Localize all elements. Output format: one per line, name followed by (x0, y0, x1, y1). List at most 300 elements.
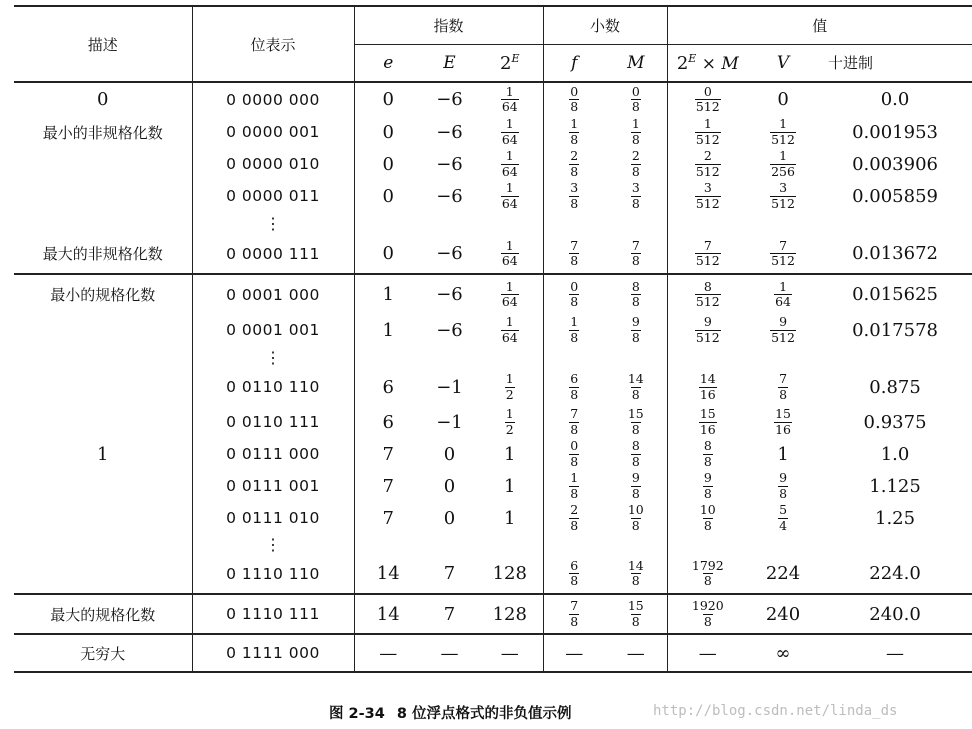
fraction-value (778, 504, 788, 532)
header-2EM-sup: E (688, 51, 697, 65)
fraction-numerator: 9 (779, 314, 788, 329)
ellipsis-cell (605, 534, 667, 554)
fraction-value (695, 182, 721, 210)
header-value: 值 (667, 6, 972, 44)
figure-caption (329, 702, 571, 723)
row-f (543, 502, 605, 534)
header-E: E (443, 52, 456, 73)
header-2E-sup: E (511, 51, 520, 65)
fraction-numerator: 9 (779, 470, 788, 485)
ellipsis-row (14, 346, 972, 368)
ellipsis-cell (667, 346, 748, 368)
fraction-numerator: 1 (570, 116, 579, 131)
row-E: 7 (422, 594, 477, 634)
row-twoEM (667, 554, 748, 594)
fraction-denominator: 8 (631, 131, 640, 147)
ellipsis-cell (477, 534, 543, 554)
fraction-denominator: 512 (695, 99, 720, 114)
row-f: — (543, 634, 605, 672)
row-M (605, 234, 667, 274)
ellipsis-cell (748, 212, 818, 234)
fraction-denominator: 16 (699, 421, 716, 437)
table-row (14, 368, 972, 406)
row-twoEM (667, 274, 748, 314)
row-e: 0 (382, 121, 394, 143)
fraction-numerator: 0 (703, 83, 712, 99)
row-decimal: 224.0 (869, 563, 921, 584)
fraction-value (774, 408, 792, 436)
table-row (14, 274, 972, 314)
ellipsis-cell (354, 534, 422, 554)
table-row (14, 470, 972, 502)
row-E: −6 (436, 243, 463, 264)
row-twoEM (667, 594, 748, 634)
fraction-value (695, 150, 721, 178)
table-row (14, 82, 972, 116)
row-description: 0 (14, 82, 192, 116)
row-e: 6 (382, 376, 394, 398)
fraction-denominator: 512 (771, 195, 795, 211)
row-twoEM (667, 502, 748, 534)
row-M (605, 274, 667, 314)
fraction-numerator: 1 (779, 278, 788, 294)
fraction-numerator: 6 (570, 371, 579, 386)
fraction-numerator: 9 (631, 314, 640, 329)
row-E: 7 (443, 563, 456, 584)
fraction-value (778, 472, 788, 500)
row-twoE (477, 406, 543, 438)
row-M (605, 314, 667, 346)
fraction-numerator: 7 (703, 237, 712, 253)
fraction-numerator: 15 (627, 406, 644, 421)
row-V (748, 314, 818, 346)
row-twoEM (667, 116, 748, 148)
ellipsis-cell (422, 212, 477, 234)
fraction-value (695, 316, 721, 344)
row-V (748, 406, 818, 438)
row-M (605, 82, 667, 116)
header-bits: 位表示 (192, 6, 354, 82)
row-twoE (477, 116, 543, 148)
row-E: −6 (436, 319, 463, 341)
row-V (748, 148, 818, 180)
row-e: 0 (382, 185, 394, 207)
fraction-value (770, 150, 796, 178)
header-2E-base: 2 (500, 52, 512, 74)
fraction-value (627, 504, 645, 532)
fraction-denominator: 512 (695, 163, 720, 179)
fraction-numerator: 8 (631, 438, 640, 453)
row-decimal: — (818, 634, 972, 672)
row-bits: 0 0111 000 (192, 438, 354, 470)
fraction-denominator: 512 (695, 253, 720, 268)
row-e: 6 (382, 411, 394, 433)
row-decimal: 240.0 (818, 594, 972, 634)
row-description: 最大的规格化数 (14, 594, 192, 634)
fraction-denominator: 8 (703, 573, 712, 588)
fraction-numerator: 0 (570, 83, 579, 99)
ellipsis-cell (14, 534, 192, 554)
row-twoE (477, 148, 543, 180)
fraction-value (627, 408, 645, 436)
row-f (543, 82, 605, 116)
row-bits: 0 0001 000 (192, 274, 354, 314)
table-row (14, 438, 972, 470)
fraction-numerator: 7 (570, 237, 579, 253)
row-twoEM (667, 438, 748, 470)
header-2EM-rest: × M (696, 53, 739, 74)
row-f (543, 116, 605, 148)
fraction-value (631, 237, 641, 268)
fraction-denominator: 2 (505, 421, 514, 437)
ellipsis-cell (748, 346, 818, 368)
header-2E-times-M (667, 44, 748, 82)
fraction-numerator: 2 (631, 148, 640, 163)
row-twoE: — (477, 634, 543, 672)
fraction-denominator: 8 (631, 195, 640, 211)
row-f (543, 406, 605, 438)
fraction-denominator: 4 (779, 517, 788, 533)
table-row (14, 406, 972, 438)
row-E: −6 (422, 82, 477, 116)
row-V: ∞ (748, 634, 818, 672)
fraction-numerator: 10 (699, 502, 716, 517)
table-row (14, 502, 972, 534)
vertical-ellipsis: ⋮ (265, 347, 281, 367)
fraction-value (569, 472, 579, 500)
row-description (14, 406, 192, 438)
table-row (14, 594, 972, 634)
row-M (605, 116, 667, 148)
fraction-denominator: 8 (631, 386, 640, 402)
row-E: — (422, 634, 477, 672)
row-V (748, 274, 818, 314)
row-f (543, 314, 605, 346)
fraction-numerator: 1 (505, 83, 514, 99)
ellipsis-cell (477, 346, 543, 368)
row-description (14, 554, 192, 594)
row-E: 0 (443, 443, 456, 465)
row-decimal: 1.0 (880, 443, 910, 465)
row-decimal: 1.125 (869, 475, 921, 497)
row-description (14, 470, 192, 502)
fraction-value (699, 504, 717, 532)
table-body (14, 82, 972, 672)
fraction-denominator: 8 (631, 421, 640, 437)
ellipsis-cell (818, 534, 972, 554)
fraction-denominator: 8 (570, 329, 579, 345)
fraction-numerator: 1 (631, 116, 640, 131)
row-f (543, 148, 605, 180)
fraction-value (631, 472, 641, 500)
fraction-denominator: 8 (570, 99, 579, 114)
fraction-numerator: 7 (631, 237, 640, 253)
fraction-numerator: 14 (699, 371, 716, 386)
row-f (543, 180, 605, 212)
fraction-numerator: 1 (570, 470, 579, 485)
fraction-value (699, 408, 717, 436)
row-V: 1 (777, 443, 789, 465)
row-description: 最小的规格化数 (14, 274, 192, 314)
fraction-numerator: 7 (779, 237, 788, 253)
row-E: 0 (443, 475, 456, 497)
fraction-numerator: 2 (570, 148, 579, 163)
row-twoEM (667, 234, 748, 274)
row-e: 0 (382, 153, 394, 175)
ellipsis-cell (192, 212, 354, 234)
fraction-value (695, 83, 721, 114)
header-V: V (776, 52, 790, 73)
header-row-groups (14, 6, 972, 44)
fraction-value (770, 118, 796, 146)
table-row (14, 554, 972, 594)
header-e: e (383, 52, 394, 73)
row-M (605, 406, 667, 438)
ellipsis-cell (192, 346, 354, 368)
row-twoE: 1 (477, 470, 543, 502)
row-description (14, 314, 192, 346)
fraction-numerator: 14 (627, 557, 644, 573)
row-e: 14 (376, 563, 400, 584)
row-M (605, 368, 667, 406)
fraction-denominator: 8 (631, 613, 640, 629)
fraction-denominator: 8 (570, 294, 579, 309)
fraction-value (631, 182, 641, 210)
fraction-denominator: 8 (570, 421, 579, 437)
fraction-value (627, 557, 645, 588)
fraction-value (770, 237, 796, 268)
row-twoE: 128 (477, 594, 543, 634)
row-decimal: 0.003906 (852, 153, 938, 175)
row-bits: 0 1111 000 (192, 634, 354, 672)
float-values-table (14, 5, 972, 673)
fraction-value (569, 278, 579, 309)
fraction-denominator: 64 (501, 163, 518, 179)
row-E: −6 (436, 121, 463, 143)
fraction-numerator: 2 (703, 148, 712, 163)
row-f (543, 234, 605, 274)
fraction-numerator: 9 (631, 470, 640, 485)
row-f (543, 368, 605, 406)
row-M (605, 180, 667, 212)
fraction-denominator: 512 (771, 131, 795, 147)
row-E: −6 (436, 153, 463, 175)
fraction-value (691, 600, 725, 628)
fraction-value (501, 150, 519, 178)
fraction-numerator: 1920 (691, 598, 724, 613)
fraction-numerator: 1 (505, 406, 514, 421)
ellipsis-cell (354, 346, 422, 368)
ellipsis-cell (818, 346, 972, 368)
table-row (14, 116, 972, 148)
fraction-numerator: 3 (703, 180, 712, 195)
fraction-numerator: 1 (505, 237, 514, 253)
table-row (14, 234, 972, 274)
row-description: 1 (14, 438, 192, 470)
row-bits: 0 0111 010 (192, 502, 354, 534)
fraction-denominator: 64 (501, 195, 518, 211)
fraction-denominator: 8 (703, 453, 712, 469)
row-twoEM: — (667, 634, 748, 672)
fraction-value (569, 83, 579, 114)
row-M (605, 470, 667, 502)
row-M (605, 148, 667, 180)
fraction-value (699, 373, 717, 401)
fraction-numerator: 5 (779, 502, 788, 517)
row-twoE: 1 (477, 502, 543, 534)
fraction-denominator: 64 (501, 329, 518, 345)
fraction-denominator: 8 (631, 329, 640, 345)
fraction-value (569, 373, 579, 401)
fraction-denominator: 512 (771, 329, 795, 345)
row-twoE (477, 234, 543, 274)
ellipsis-cell (422, 534, 477, 554)
row-E: −6 (422, 274, 477, 314)
fraction-value (505, 373, 515, 401)
fraction-denominator: 8 (570, 253, 579, 268)
ellipsis-cell (818, 212, 972, 234)
fraction-denominator: 8 (570, 485, 579, 501)
fraction-value (695, 118, 721, 146)
ellipsis-cell (543, 346, 605, 368)
fraction-value (695, 278, 721, 309)
ellipsis-row (14, 534, 972, 554)
row-e: — (354, 634, 422, 672)
row-E: −1 (436, 376, 463, 398)
header-fraction: 小数 (543, 6, 667, 44)
ellipsis-cell (422, 346, 477, 368)
fraction-value (627, 600, 645, 628)
row-twoEM (667, 470, 748, 502)
row-V (748, 368, 818, 406)
header-exponent: 指数 (354, 6, 543, 44)
row-twoEM (667, 148, 748, 180)
header-M: M (605, 44, 667, 82)
fraction-denominator: 8 (631, 294, 640, 309)
ellipsis-row (14, 212, 972, 234)
row-bits: 0 0000 111 (192, 234, 354, 274)
row-e: 14 (354, 594, 422, 634)
row-bits: 0 0110 111 (192, 406, 354, 438)
row-e: 0 (354, 82, 422, 116)
ellipsis-cell (667, 534, 748, 554)
fraction-value (778, 373, 788, 401)
fraction-numerator: 7 (779, 371, 788, 386)
fraction-numerator: 15 (775, 406, 791, 421)
fraction-value (703, 472, 713, 500)
fraction-denominator: 8 (570, 613, 579, 629)
fraction-denominator: 8 (631, 99, 640, 114)
fraction-denominator: 2 (505, 386, 514, 402)
ellipsis-cell (605, 212, 667, 234)
fraction-denominator: 8 (631, 573, 640, 588)
fraction-value (501, 182, 519, 210)
fraction-numerator: 1792 (691, 557, 724, 573)
fraction-value (695, 237, 721, 268)
fraction-denominator: 8 (570, 131, 579, 147)
fraction-denominator: 512 (695, 329, 720, 345)
row-twoE: 128 (477, 554, 543, 594)
fraction-value (569, 237, 579, 268)
row-description (14, 368, 192, 406)
fraction-numerator: 9 (703, 470, 712, 485)
row-description: 最小的非规格化数 (14, 116, 192, 148)
row-E: −1 (436, 411, 463, 433)
fraction-value (631, 316, 641, 344)
row-f (543, 274, 605, 314)
caption-label: 图 2-34 (329, 706, 385, 722)
watermark-url: http://blog.csdn.net/linda_ds (653, 703, 898, 719)
row-f (543, 438, 605, 470)
table-row (14, 180, 972, 212)
row-V (748, 116, 818, 148)
row-V: 224 (765, 563, 801, 584)
fraction-numerator: 0 (631, 83, 640, 99)
fraction-denominator: 8 (570, 386, 579, 402)
fraction-value (770, 316, 796, 344)
header-description: 描述 (14, 6, 192, 82)
row-twoEM (667, 82, 748, 116)
fraction-value (631, 83, 641, 114)
fraction-value (569, 440, 579, 468)
fraction-denominator: 8 (703, 517, 712, 533)
row-bits: 0 1110 111 (192, 594, 354, 634)
row-description (14, 148, 192, 180)
fraction-numerator: 8 (703, 278, 712, 294)
row-bits: 0 0111 001 (192, 470, 354, 502)
fraction-value (569, 316, 579, 344)
fraction-denominator: 8 (631, 485, 640, 501)
row-description (14, 502, 192, 534)
fraction-denominator: 512 (695, 131, 720, 147)
fraction-value (631, 150, 641, 178)
fraction-denominator: 8 (631, 163, 640, 179)
fraction-numerator: 14 (627, 371, 644, 386)
fraction-numerator: 1 (505, 371, 514, 386)
fraction-denominator: 8 (631, 517, 640, 533)
fraction-denominator: 16 (775, 421, 791, 437)
fraction-value (770, 182, 796, 210)
fraction-value (691, 557, 725, 588)
fraction-value (569, 150, 579, 178)
fraction-numerator: 1 (505, 148, 514, 163)
table-row (14, 314, 972, 346)
fraction-numerator: 3 (570, 180, 579, 195)
header-2E (477, 44, 543, 82)
ellipsis-cell (14, 212, 192, 234)
fraction-denominator: 8 (570, 195, 579, 211)
fraction-value (501, 316, 519, 344)
row-bits: 0 0000 001 (192, 116, 354, 148)
fraction-numerator: 3 (631, 180, 640, 195)
ellipsis-cell (667, 212, 748, 234)
fraction-numerator: 2 (570, 502, 579, 517)
row-description (14, 180, 192, 212)
row-M: — (605, 634, 667, 672)
row-bits: 0 0001 001 (192, 314, 354, 346)
row-decimal: 0.9375 (863, 411, 927, 433)
fraction-numerator: 10 (627, 502, 644, 517)
row-M (605, 554, 667, 594)
caption-text: 8 位浮点格式的非负值示例 (396, 706, 572, 722)
ellipsis-cell (192, 534, 354, 554)
row-decimal: 1.25 (875, 507, 916, 529)
fraction-denominator: 256 (771, 163, 795, 179)
row-bits: 0 0000 000 (192, 82, 354, 116)
fraction-numerator: 9 (703, 314, 712, 329)
row-f (543, 594, 605, 634)
row-e: 0 (382, 243, 394, 264)
